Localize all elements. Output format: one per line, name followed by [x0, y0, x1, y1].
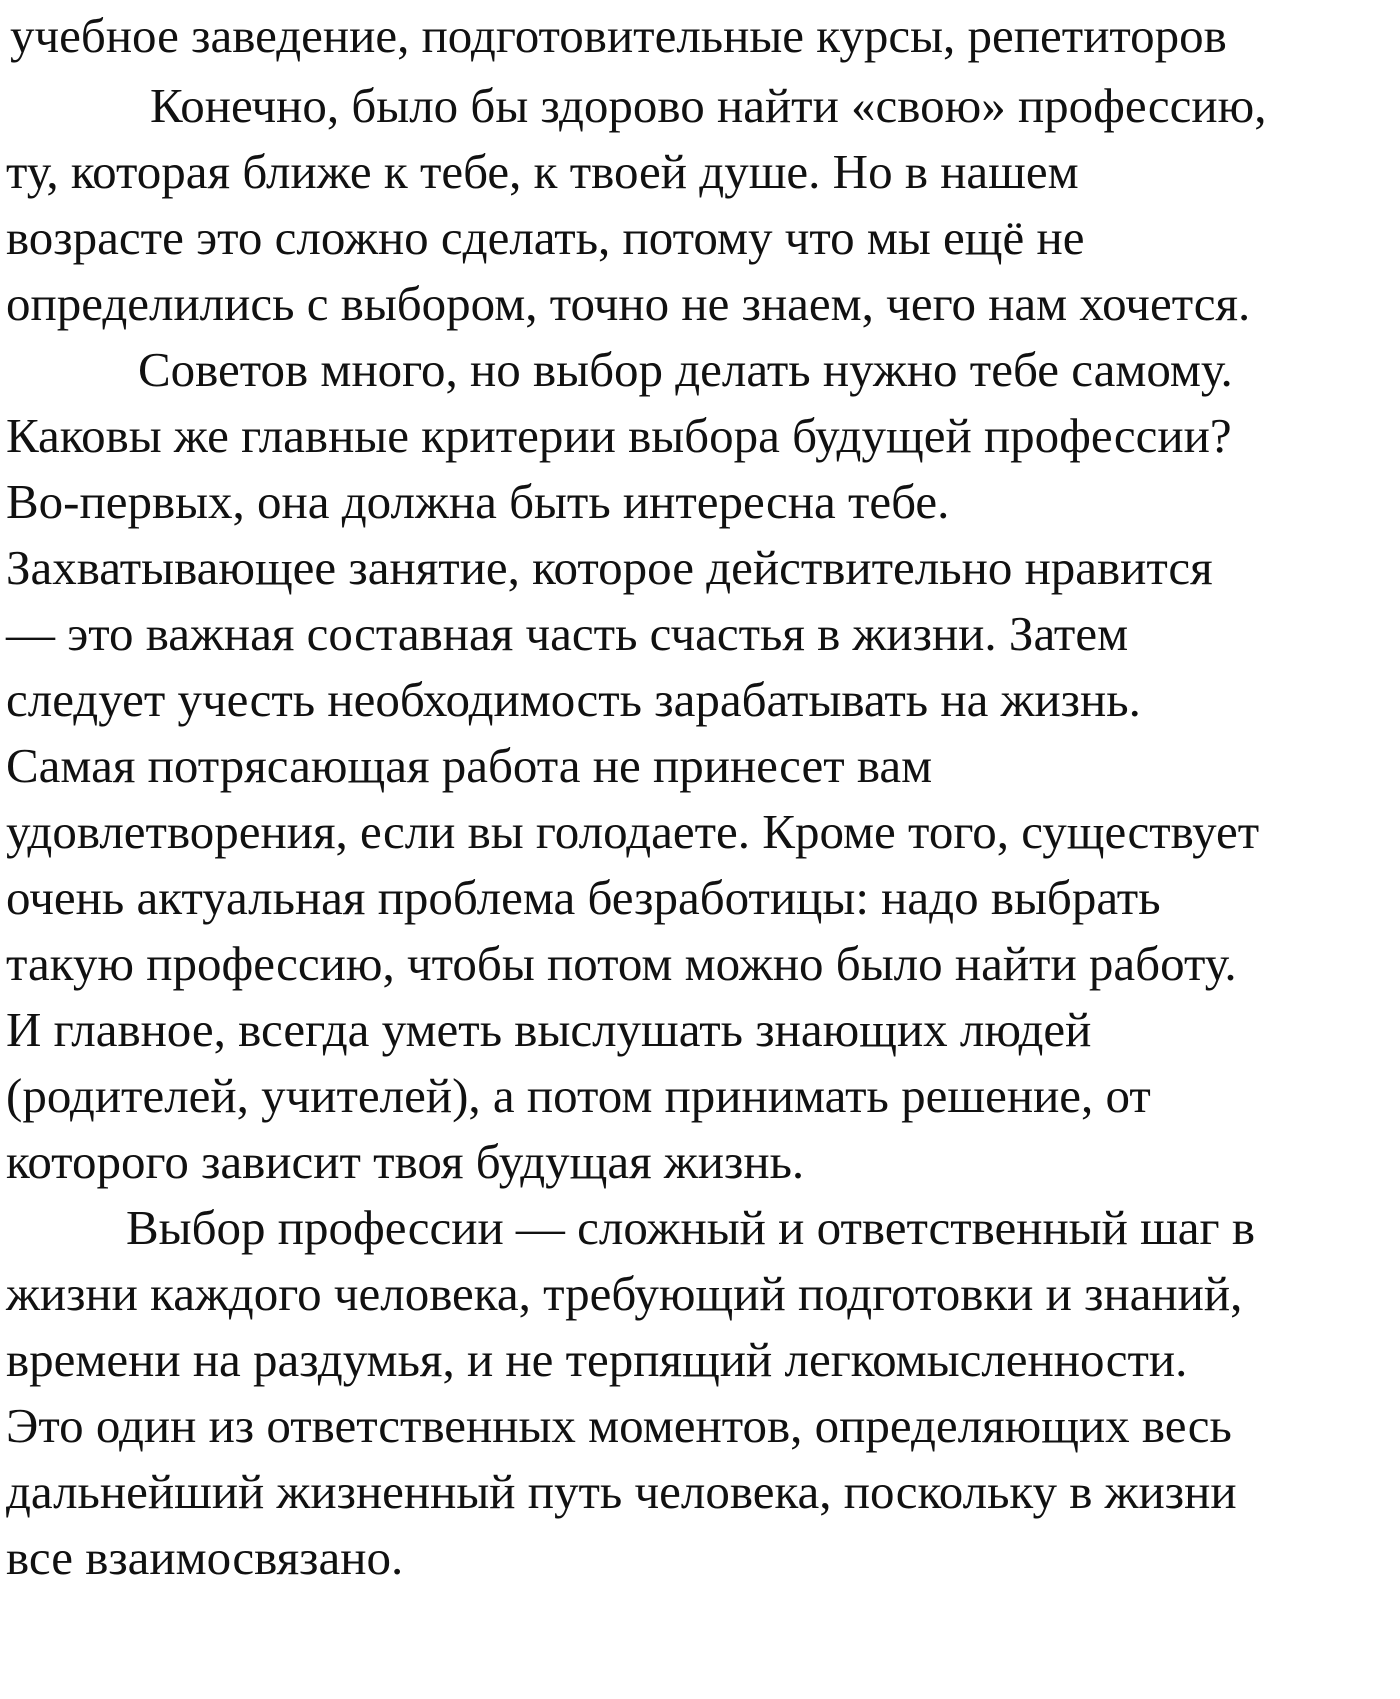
text-line: дальнейший жизненный путь человека, поскольку в жизни [6, 1464, 1237, 1519]
text-line: (родителей, учителей), а потом принимать решение, от [6, 1068, 1151, 1123]
text-line: очень актуальная проблема безработицы: надо выбрать [6, 870, 1161, 925]
text-line: Конечно, было бы здорово найти «свою» профессию, [150, 78, 1267, 133]
text-line: Самая потрясающая работа не принесет вам [6, 738, 933, 793]
text-line: И главное, всегда уметь выслушать знающих людей [6, 1002, 1092, 1057]
text-line: времени на раздумья, и не терпящий легкомысленности. [6, 1332, 1188, 1387]
text-line: Каковы же главные критерии выбора будущей профессии? [6, 408, 1232, 463]
text-line: Захватывающее занятие, которое действительно нравится [6, 540, 1213, 595]
text-line: Это один из ответственных моментов, определяющих весь [6, 1398, 1232, 1453]
text-line: Во-первых, она должна быть интересна тебе. [6, 474, 950, 529]
text-line: ту, которая ближе к тебе, к твоей душе. Но в нашем [6, 144, 1079, 199]
text-line: следует учесть необходимость зарабатывать на жизнь. [6, 672, 1141, 727]
text-line: которого зависит твоя будущая жизнь. [6, 1134, 805, 1189]
text-line: такую профессию, чтобы потом можно было найти работу. [6, 936, 1237, 991]
text-line: Выбор профессии — сложный и ответственный шаг в [126, 1200, 1256, 1255]
text-line: — это важная составная часть счастья в жизни. Затем [6, 606, 1129, 661]
text-line: все взаимосвязано. [6, 1530, 404, 1585]
text-line: Советов много, но выбор делать нужно тебе самому. [138, 342, 1233, 397]
text-line: определились с выбором, точно не знаем, чего нам хочется. [6, 276, 1251, 331]
text-line: учебное заведение, подготовительные курсы, репетиторов [10, 8, 1227, 63]
text-line: жизни каждого человека, требующий подготовки и знаний, [6, 1266, 1243, 1321]
text-line: удовлетворения, если вы голодаете. Кроме того, существует [6, 804, 1260, 859]
text-line: возрасте это сложно сделать, потому что мы ещё не [6, 210, 1085, 265]
